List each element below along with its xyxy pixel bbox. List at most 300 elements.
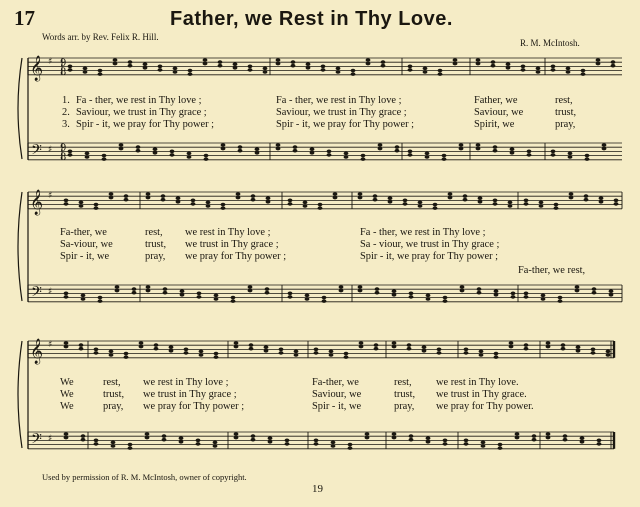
note-head <box>591 348 596 352</box>
note-head <box>599 200 604 204</box>
time-signature-bottom: 8 <box>60 67 67 78</box>
note-head <box>378 147 383 151</box>
note-head <box>291 60 296 64</box>
note-head <box>276 62 281 66</box>
note-head <box>510 151 515 155</box>
note-head <box>521 68 526 72</box>
note-head <box>83 67 88 71</box>
note-head <box>179 436 184 440</box>
note-head <box>494 355 499 359</box>
note-head <box>221 143 226 147</box>
note-head <box>476 62 481 66</box>
note-head <box>203 62 208 66</box>
note-head <box>359 345 364 349</box>
note-head <box>293 145 298 149</box>
note-head <box>418 201 423 205</box>
note-head <box>408 150 413 154</box>
note-head <box>314 439 319 443</box>
note-head <box>179 440 184 444</box>
note-head <box>314 442 319 446</box>
note-head <box>109 192 114 196</box>
note-head <box>111 444 116 448</box>
note-head <box>498 446 503 450</box>
note-head <box>443 442 448 446</box>
note-head <box>288 202 293 206</box>
note-head <box>249 343 254 347</box>
note-head <box>569 196 574 200</box>
note-head <box>318 203 323 207</box>
treble-clef-icon: 𝄞 <box>30 190 44 215</box>
note-head <box>188 69 193 73</box>
note-head <box>448 196 453 200</box>
note-head <box>392 293 397 297</box>
note-head <box>180 289 185 293</box>
note-head <box>561 343 566 347</box>
note-head <box>422 345 427 349</box>
words-credit: Words arr. by Rev. Felix R. Hill. <box>42 32 159 42</box>
note-head <box>162 434 167 438</box>
note-head <box>218 60 223 64</box>
s2-lyrics-d: Fa - ther, we rest in Thy love ; Sa - viour, we trust in Thy grace ; Spir - it, we pray for Thy power ; <box>360 227 500 262</box>
note-head <box>546 341 551 345</box>
note-head <box>251 438 256 442</box>
note-head <box>426 440 431 444</box>
note-head <box>291 64 296 68</box>
note-head <box>184 348 189 352</box>
note-head <box>418 204 423 208</box>
note-head <box>392 341 397 345</box>
system-brace <box>18 58 22 159</box>
note-head <box>170 153 175 157</box>
note-head <box>374 343 379 347</box>
note-head <box>378 143 383 147</box>
note-head <box>510 147 515 151</box>
note-head <box>124 198 129 202</box>
note-head <box>310 147 315 151</box>
note-head <box>154 347 159 351</box>
note-head <box>511 295 516 299</box>
note-head <box>494 352 499 356</box>
note-head <box>180 293 185 297</box>
note-head <box>568 152 573 156</box>
note-head <box>187 155 192 159</box>
note-head <box>143 62 148 66</box>
note-head <box>498 443 503 447</box>
note-head <box>591 351 596 355</box>
note-head <box>494 293 499 297</box>
note-head <box>249 347 254 351</box>
note-head <box>85 152 90 156</box>
note-head <box>460 285 465 289</box>
note-head <box>306 66 311 70</box>
sharp-icon: ♯ <box>48 145 53 155</box>
note-head <box>146 289 151 293</box>
note-head <box>214 355 219 359</box>
note-head <box>191 199 196 203</box>
note-head <box>437 348 442 352</box>
hymn-number: 17 <box>14 6 35 30</box>
note-head <box>128 443 133 447</box>
note-head <box>266 196 271 200</box>
note-head <box>214 294 219 298</box>
note-head <box>493 149 498 153</box>
note-head <box>288 292 293 296</box>
note-head <box>374 347 379 351</box>
note-head <box>314 351 319 355</box>
s3-lyrics-f: we rest in Thy love. we trust in Thy grace. we pray for Thy power. <box>436 377 534 412</box>
note-head <box>532 438 537 442</box>
note-head <box>515 436 520 440</box>
note-head <box>94 206 99 210</box>
note-head <box>524 199 529 203</box>
permission-note: Used by permission of R. M. McIntosh, owner of copyright. <box>42 472 247 482</box>
note-head <box>443 296 448 300</box>
note-head <box>476 58 481 62</box>
s3-lyrics-a: We We We <box>60 377 74 412</box>
note-head <box>614 199 619 203</box>
note-head <box>79 343 84 347</box>
note-head <box>333 196 338 200</box>
note-head <box>213 441 218 445</box>
time-signature-top: 9 <box>60 58 67 69</box>
note-head <box>115 289 120 293</box>
note-head <box>251 434 256 438</box>
note-head <box>231 296 236 300</box>
note-head <box>408 68 413 72</box>
note-head <box>524 202 529 206</box>
note-head <box>233 66 238 70</box>
note-head <box>408 65 413 69</box>
note-head <box>214 352 219 356</box>
note-head <box>425 152 430 156</box>
note-head <box>438 72 443 76</box>
note-head <box>359 341 364 345</box>
note-head <box>109 353 114 357</box>
note-head <box>234 436 239 440</box>
note-head <box>158 65 163 69</box>
note-head <box>115 285 120 289</box>
note-head <box>348 443 353 447</box>
note-head <box>351 72 356 76</box>
note-head <box>331 444 336 448</box>
note-head <box>248 289 253 293</box>
note-head <box>145 436 150 440</box>
note-head <box>546 436 551 440</box>
note-head <box>162 438 167 442</box>
note-head <box>491 64 496 68</box>
note-head <box>551 150 556 154</box>
note-head <box>373 198 378 202</box>
note-head <box>314 348 319 352</box>
note-head <box>459 143 464 147</box>
note-head <box>305 297 310 301</box>
note-head <box>64 436 69 440</box>
note-head <box>94 348 99 352</box>
note-head <box>426 294 431 298</box>
note-head <box>113 58 118 62</box>
note-head <box>403 202 408 206</box>
note-head <box>365 432 370 436</box>
note-head <box>597 439 602 443</box>
note-head <box>358 285 363 289</box>
sharp-icon: ♯ <box>48 57 53 67</box>
note-head <box>585 154 590 158</box>
note-head <box>493 145 498 149</box>
note-head <box>566 67 571 71</box>
note-head <box>599 196 604 200</box>
note-head <box>128 60 133 64</box>
note-head <box>477 291 482 295</box>
note-head <box>479 350 484 354</box>
note-head <box>408 153 413 157</box>
note-head <box>375 287 380 291</box>
note-head <box>392 345 397 349</box>
note-head <box>113 62 118 66</box>
note-head <box>265 291 270 295</box>
s1-lyrics-c: Father, we Saviour, we Spirit, we <box>474 95 524 130</box>
note-head <box>139 345 144 349</box>
note-head <box>453 62 458 66</box>
note-head <box>327 153 332 157</box>
note-head <box>576 345 581 349</box>
note-head <box>381 64 386 68</box>
note-head <box>509 345 514 349</box>
note-head <box>268 440 273 444</box>
note-head <box>102 154 107 158</box>
note-head <box>611 64 616 68</box>
note-head <box>438 69 443 73</box>
note-head <box>191 202 196 206</box>
note-head <box>221 203 226 207</box>
note-head <box>288 199 293 203</box>
note-head <box>478 196 483 200</box>
note-head <box>426 297 431 301</box>
note-head <box>493 199 498 203</box>
verse-numbers: 1. 2. 3. <box>62 95 70 130</box>
note-head <box>584 194 589 198</box>
s1-lyrics-a: Fa - ther, we rest in Thy love ; Saviour, we trust in Thy grace ; Spir - it, we pray for Thy power ; <box>76 95 215 130</box>
note-head <box>585 157 590 161</box>
note-head <box>136 145 141 149</box>
note-head <box>68 65 73 69</box>
note-head <box>536 70 541 74</box>
note-head <box>81 434 86 438</box>
note-head <box>81 294 86 298</box>
sharp-icon: ♯ <box>48 191 53 201</box>
note-head <box>170 150 175 154</box>
note-head <box>98 69 103 73</box>
note-head <box>366 62 371 66</box>
bass-clef-icon: 𝄢 <box>31 142 42 162</box>
note-head <box>566 70 571 74</box>
note-head <box>322 299 327 303</box>
s2-lyrics-a: Fa-ther, we Sa-viour, we Spir - it, we <box>60 227 113 262</box>
note-head <box>554 206 559 210</box>
note-head <box>64 202 69 206</box>
note-head <box>163 291 168 295</box>
note-head <box>592 291 597 295</box>
note-head <box>197 292 202 296</box>
note-head <box>139 341 144 345</box>
note-head <box>199 353 204 357</box>
note-head <box>596 62 601 66</box>
page-number: 19 <box>312 483 323 495</box>
note-head <box>392 432 397 436</box>
note-head <box>491 60 496 64</box>
note-head <box>476 143 481 147</box>
note-head <box>551 65 556 69</box>
note-head <box>158 68 163 72</box>
note-head <box>188 72 193 76</box>
note-head <box>64 295 69 299</box>
note-head <box>285 442 290 446</box>
note-head <box>443 439 448 443</box>
note-head <box>234 341 239 345</box>
note-head <box>453 58 458 62</box>
note-head <box>184 351 189 355</box>
note-head <box>521 65 526 69</box>
note-head <box>375 291 380 295</box>
note-head <box>68 150 73 154</box>
note-head <box>541 297 546 301</box>
note-head <box>373 194 378 198</box>
note-head <box>580 436 585 440</box>
note-head <box>288 295 293 299</box>
note-head <box>303 204 308 208</box>
note-head <box>98 296 103 300</box>
note-head <box>407 343 412 347</box>
note-head <box>554 203 559 207</box>
note-head <box>464 442 469 446</box>
note-head <box>361 157 366 161</box>
note-head <box>602 147 607 151</box>
sharp-icon: ♯ <box>48 287 53 297</box>
note-head <box>276 147 281 151</box>
note-head <box>169 345 174 349</box>
note-head <box>206 204 211 208</box>
note-head <box>494 289 499 293</box>
note-head <box>279 348 284 352</box>
treble-clef-icon: 𝄞 <box>30 56 44 81</box>
note-head <box>143 66 148 70</box>
note-head <box>94 439 99 443</box>
note-head <box>132 291 137 295</box>
note-head <box>551 68 556 72</box>
note-head <box>303 201 308 205</box>
note-head <box>351 69 356 73</box>
s2-bass-entry: Fa-ther, we rest, <box>518 265 586 276</box>
note-head <box>344 152 349 156</box>
note-head <box>153 147 158 151</box>
note-head <box>109 196 114 200</box>
note-head <box>344 155 349 159</box>
note-head <box>609 293 614 297</box>
note-head <box>536 67 541 71</box>
time-signature-bottom: 8 <box>60 152 67 163</box>
note-head <box>539 201 544 205</box>
s3-lyrics-e: rest, trust, pray, <box>394 377 416 412</box>
note-head <box>163 287 168 291</box>
note-head <box>508 204 513 208</box>
note-head <box>515 432 520 436</box>
note-head <box>98 72 103 76</box>
note-head <box>124 352 129 356</box>
note-head <box>442 154 447 158</box>
note-head <box>508 201 513 205</box>
note-head <box>329 353 334 357</box>
note-head <box>365 436 370 440</box>
s2-lyrics-c: we rest in Thy love ; we trust in Thy grace ; we pray for Thy power ; <box>185 227 287 262</box>
note-head <box>266 200 271 204</box>
note-head <box>527 150 532 154</box>
note-head <box>477 287 482 291</box>
note-head <box>233 62 238 66</box>
note-head <box>561 347 566 351</box>
hymn-title: Father, we Rest in Thy Love. <box>170 8 453 30</box>
note-head <box>358 192 363 196</box>
note-head <box>83 70 88 74</box>
note-head <box>64 341 69 345</box>
note-head <box>268 436 273 440</box>
note-head <box>94 442 99 446</box>
note-head <box>124 355 129 359</box>
note-head <box>136 149 141 153</box>
note-head <box>293 149 298 153</box>
note-head <box>592 287 597 291</box>
note-head <box>479 353 484 357</box>
note-head <box>294 350 299 354</box>
note-head <box>358 196 363 200</box>
system-brace <box>18 341 22 448</box>
note-head <box>213 444 218 448</box>
note-head <box>381 60 386 64</box>
note-head <box>460 289 465 293</box>
note-head <box>409 438 414 442</box>
note-head <box>263 70 268 74</box>
note-head <box>448 192 453 196</box>
note-head <box>234 432 239 436</box>
s3-lyrics-c: we rest in Thy love ; we trust in Thy grace ; we pray for Thy power ; <box>143 377 245 412</box>
note-head <box>580 440 585 444</box>
note-head <box>558 299 563 303</box>
note-head <box>464 348 469 352</box>
note-head <box>173 70 178 74</box>
bass-clef-icon: 𝄢 <box>31 284 42 304</box>
note-head <box>463 198 468 202</box>
note-head <box>187 152 192 156</box>
note-head <box>361 154 366 158</box>
note-head <box>197 295 202 299</box>
note-head <box>581 69 586 73</box>
note-head <box>506 62 511 66</box>
note-head <box>173 67 178 71</box>
note-head <box>358 289 363 293</box>
note-head <box>609 289 614 293</box>
note-head <box>459 147 464 151</box>
note-head <box>339 285 344 289</box>
note-head <box>481 444 486 448</box>
note-head <box>569 192 574 196</box>
note-head <box>221 147 226 151</box>
note-head <box>161 198 166 202</box>
note-head <box>336 67 341 71</box>
note-head <box>85 155 90 159</box>
note-head <box>602 143 607 147</box>
treble-clef-icon: 𝄞 <box>30 339 44 364</box>
note-head <box>481 441 486 445</box>
note-head <box>132 287 137 291</box>
s3-lyrics-d: Fa-ther, we Saviour, we Spir - it, we <box>312 377 362 412</box>
